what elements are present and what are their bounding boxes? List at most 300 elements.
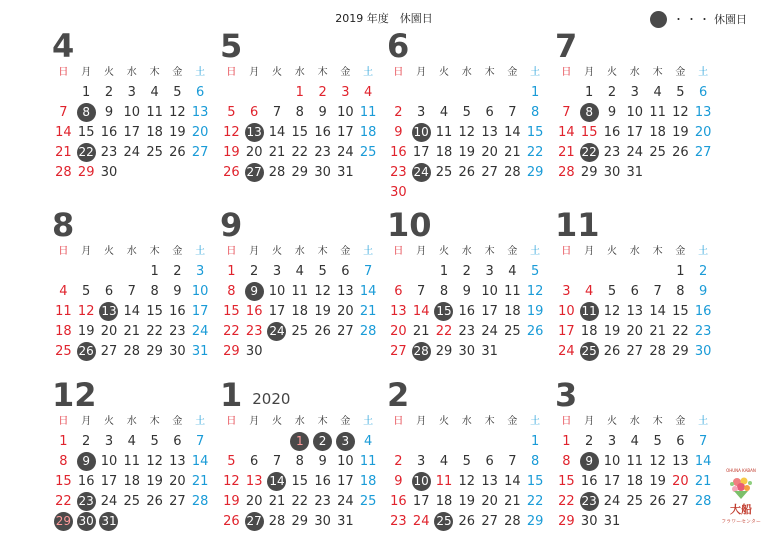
- day-cell: [143, 491, 166, 511]
- day-number: 2: [82, 433, 91, 449]
- day-cell: [288, 281, 311, 301]
- day-cell: [601, 471, 624, 491]
- day-number: 2: [607, 84, 617, 100]
- day-cell: [288, 102, 311, 122]
- day-number: 8: [531, 453, 540, 469]
- weekday-label: 月: [249, 67, 260, 78]
- day-cell: [669, 261, 692, 281]
- day-cell: [311, 261, 334, 281]
- day-cell: [220, 491, 243, 511]
- day-cell: [334, 82, 357, 102]
- day-number: 15: [77, 124, 95, 140]
- day-number: 8: [227, 283, 236, 299]
- day-number: 3: [562, 283, 571, 299]
- day-number: 15: [146, 303, 163, 319]
- day-number: 6: [104, 283, 114, 299]
- day-number: 2: [699, 263, 708, 279]
- day-cell: [623, 102, 646, 122]
- day-number: 19: [603, 323, 621, 339]
- day-cell: [189, 82, 212, 102]
- day-number: 30: [458, 343, 476, 359]
- day-cell: [120, 122, 143, 142]
- day-number: 23: [314, 493, 331, 509]
- day-cell: [220, 261, 243, 281]
- day-cell: [143, 122, 166, 142]
- weekday-label: 木: [652, 67, 663, 78]
- day-cell: [334, 511, 357, 531]
- day-cell: [478, 281, 501, 301]
- day-number: 20: [626, 323, 644, 339]
- day-cell: [623, 281, 646, 301]
- weekday-label: 月: [81, 246, 92, 257]
- logo-small-text: OHUNA KABAN: [726, 468, 756, 473]
- weekday-label: 火: [438, 416, 449, 427]
- day-cell: [75, 301, 98, 321]
- day-cell: [478, 341, 501, 361]
- day-cell: [555, 281, 578, 301]
- day-number: 1: [562, 433, 571, 449]
- day-number: 2: [585, 433, 594, 449]
- day-cell: [623, 431, 646, 451]
- day-number: 14: [412, 303, 430, 319]
- day-grid: [555, 431, 711, 531]
- day-number: 27: [481, 164, 498, 180]
- day-cell: [98, 471, 121, 491]
- day-cell-closed: [288, 431, 311, 451]
- day-number: 11: [146, 104, 163, 120]
- day-number: 17: [626, 124, 644, 140]
- day-cell: [501, 511, 524, 531]
- day-cell: [166, 341, 189, 361]
- day-cell: [692, 321, 715, 341]
- day-cell: [410, 511, 433, 531]
- day-number: 2: [462, 263, 471, 279]
- weekday-label: 土: [363, 246, 374, 257]
- day-cell: [455, 261, 478, 281]
- day-number: 18: [359, 473, 377, 489]
- day-number: 30: [314, 164, 331, 180]
- day-cell: [524, 261, 547, 281]
- day-cell: [623, 321, 646, 341]
- weekday-label: 火: [271, 67, 282, 78]
- day-cell: [601, 491, 624, 511]
- day-number: 21: [504, 493, 521, 509]
- day-number: 25: [146, 144, 163, 160]
- day-cell: [387, 471, 410, 491]
- day-number: 29: [291, 513, 309, 529]
- day-cell-closed: [311, 431, 334, 451]
- day-number: 24: [603, 493, 621, 509]
- day-cell: [52, 122, 75, 142]
- day-cell: [524, 301, 547, 321]
- day-cell: [555, 511, 578, 531]
- day-number: 18: [123, 473, 141, 489]
- day-cell: [357, 142, 380, 162]
- day-number: 29: [558, 513, 575, 529]
- day-cell: [166, 491, 189, 511]
- day-number: 11: [435, 473, 453, 489]
- day-number: 11: [580, 302, 599, 321]
- day-cell: [143, 281, 166, 301]
- weekday-label: 木: [149, 67, 160, 78]
- day-number: 4: [59, 283, 68, 299]
- day-number: 17: [191, 303, 209, 319]
- closed-dot-icon: [650, 11, 667, 28]
- day-number: 9: [580, 452, 599, 471]
- day-number: 26: [458, 164, 476, 180]
- day-cell: [433, 281, 456, 301]
- day-number: 8: [150, 283, 159, 299]
- day-number: 22: [526, 144, 544, 160]
- day-cell: [288, 301, 311, 321]
- day-cell: [433, 491, 456, 511]
- weekday-label: 土: [363, 67, 374, 78]
- weekday-row: [52, 415, 208, 429]
- day-number: 21: [55, 144, 72, 160]
- day-grid: [387, 431, 543, 531]
- day-cell: [387, 142, 410, 162]
- day-cell: [220, 341, 243, 361]
- empty-cell: [220, 431, 243, 451]
- day-cell: [120, 301, 143, 321]
- day-number: 6: [485, 453, 494, 469]
- day-number: 21: [268, 493, 286, 509]
- day-cell: [410, 321, 433, 341]
- empty-cell: [410, 261, 433, 281]
- day-cell: [220, 471, 243, 491]
- day-cell: [311, 102, 334, 122]
- day-number: 16: [603, 124, 621, 140]
- weekday-label: 木: [484, 416, 495, 427]
- day-cell: [357, 102, 380, 122]
- weekday-row: [220, 245, 376, 259]
- day-cell: [692, 431, 715, 451]
- day-cell: [501, 122, 524, 142]
- empty-cell: [266, 431, 289, 451]
- day-number: 27: [191, 144, 209, 160]
- day-cell: [120, 281, 143, 301]
- day-cell-closed: [75, 142, 98, 162]
- day-cell: [143, 301, 166, 321]
- day-cell: [646, 321, 669, 341]
- day-cell: [75, 281, 98, 301]
- day-cell: [524, 491, 547, 511]
- month-year: 2020: [252, 390, 291, 408]
- day-number: 28: [55, 164, 72, 180]
- day-number: 7: [196, 433, 205, 449]
- weekday-label: 水: [294, 67, 305, 78]
- day-number: 2: [173, 263, 182, 279]
- day-cell: [357, 122, 380, 142]
- empty-cell: [501, 82, 524, 102]
- day-cell: [478, 451, 501, 471]
- day-cell: [220, 122, 243, 142]
- logo: [718, 468, 764, 538]
- day-cell: [455, 471, 478, 491]
- day-cell: [311, 281, 334, 301]
- day-number: 13: [626, 303, 644, 319]
- day-cell: [601, 142, 624, 162]
- day-number: 17: [337, 473, 354, 489]
- day-cell: [578, 511, 601, 531]
- month-number: 12: [52, 376, 97, 414]
- day-number: 28: [504, 513, 521, 529]
- day-number: 19: [458, 493, 476, 509]
- day-number: 13: [672, 453, 689, 469]
- day-number: 10: [558, 303, 575, 319]
- day-cell: [478, 142, 501, 162]
- day-cell: [266, 162, 289, 182]
- day-cell: [220, 281, 243, 301]
- day-cell: [692, 471, 715, 491]
- day-number: 12: [672, 104, 689, 120]
- day-grid: [52, 431, 208, 531]
- day-number: 8: [531, 104, 540, 120]
- empty-cell: [601, 261, 624, 281]
- day-cell-closed: [243, 122, 266, 142]
- day-cell: [143, 341, 166, 361]
- day-cell: [455, 142, 478, 162]
- weekday-label: 月: [81, 416, 92, 427]
- day-cell: [189, 301, 212, 321]
- day-cell: [455, 451, 478, 471]
- weekday-label: 月: [249, 246, 260, 257]
- weekday-label: 火: [606, 246, 617, 257]
- day-cell: [555, 431, 578, 451]
- day-number: 29: [526, 513, 544, 529]
- empty-cell: [98, 261, 121, 281]
- day-cell: [410, 451, 433, 471]
- day-number: 16: [77, 473, 95, 489]
- day-number: 1: [531, 84, 540, 100]
- day-number: 12: [526, 283, 544, 299]
- day-number: 13: [694, 104, 712, 120]
- day-cell: [410, 491, 433, 511]
- day-number: 8: [562, 453, 571, 469]
- weekday-row: [387, 66, 543, 80]
- day-number: 24: [412, 513, 430, 529]
- day-cell: [311, 122, 334, 142]
- day-number: 3: [127, 84, 136, 100]
- weekday-label: 木: [484, 67, 495, 78]
- day-number: 19: [77, 323, 95, 339]
- day-cell: [478, 301, 501, 321]
- weekday-row: [387, 245, 543, 259]
- day-cell: [166, 102, 189, 122]
- day-number: 3: [417, 104, 426, 120]
- day-cell: [387, 321, 410, 341]
- day-number: 13: [390, 303, 407, 319]
- day-number: 4: [653, 84, 662, 100]
- day-number: 3: [272, 263, 282, 279]
- day-number: 21: [123, 323, 141, 339]
- weekday-label: 火: [438, 246, 449, 257]
- day-number: 14: [55, 124, 72, 140]
- day-number: 27: [626, 343, 644, 359]
- weekday-label: 木: [317, 416, 328, 427]
- weekday-label: 火: [271, 246, 282, 257]
- day-number: 25: [649, 144, 666, 160]
- weekday-label: 水: [126, 246, 137, 257]
- day-cell: [387, 301, 410, 321]
- calendar-title: 2019 年度 休園日: [335, 12, 433, 25]
- day-cell: [578, 122, 601, 142]
- day-number: 11: [291, 283, 309, 299]
- month-header: [220, 205, 243, 244]
- day-number: 27: [169, 493, 186, 509]
- day-number: 3: [417, 453, 426, 469]
- day-cell-closed: [410, 162, 433, 182]
- day-number: 21: [558, 144, 575, 160]
- day-number: 27: [337, 323, 354, 339]
- day-cell: [455, 511, 478, 531]
- day-cell: [410, 102, 433, 122]
- weekday-label: 土: [195, 67, 206, 78]
- day-number: 16: [314, 473, 331, 489]
- day-number: 1: [59, 433, 68, 449]
- day-cell: [52, 431, 75, 451]
- day-number: 30: [603, 164, 621, 180]
- day-number: 27: [100, 343, 118, 359]
- day-number: 19: [223, 144, 240, 160]
- day-cell: [243, 451, 266, 471]
- day-number: 20: [337, 303, 354, 319]
- month-header: [220, 26, 243, 65]
- day-cell: [189, 321, 212, 341]
- day-cell: [524, 82, 547, 102]
- empty-cell: [578, 261, 601, 281]
- day-number: 2: [313, 432, 332, 451]
- weekday-label: 金: [172, 67, 183, 78]
- day-cell: [387, 182, 410, 202]
- flower-bouquet-icon: [728, 474, 754, 500]
- day-number: 6: [250, 453, 259, 469]
- day-number: 22: [55, 493, 72, 509]
- day-number: 9: [318, 104, 327, 120]
- day-number: 28: [191, 493, 209, 509]
- day-number: 18: [504, 303, 521, 319]
- day-cell: [646, 341, 669, 361]
- day-cell: [120, 82, 143, 102]
- empty-cell: [220, 82, 243, 102]
- day-cell-closed: [334, 431, 357, 451]
- day-cell: [578, 162, 601, 182]
- day-number: 14: [123, 303, 141, 319]
- day-cell: [646, 142, 669, 162]
- day-cell: [669, 431, 692, 451]
- day-number: 22: [291, 493, 309, 509]
- day-number: 4: [364, 433, 373, 449]
- day-number: 13: [245, 123, 264, 142]
- day-number: 20: [672, 473, 689, 489]
- day-number: 4: [439, 453, 449, 469]
- day-number: 19: [169, 124, 186, 140]
- day-number: 1: [439, 263, 449, 279]
- day-cell: [387, 341, 410, 361]
- logo-name: 大船: [730, 503, 752, 516]
- month-header: [387, 26, 410, 65]
- empty-cell: [243, 431, 266, 451]
- logo-subtitle: フラワーセンター: [721, 519, 761, 525]
- day-number: 25: [504, 323, 521, 339]
- day-number: 8: [676, 283, 685, 299]
- day-cell: [311, 511, 334, 531]
- month-block: [52, 205, 212, 375]
- day-number: 3: [341, 84, 350, 100]
- weekday-label: 土: [195, 416, 206, 427]
- day-cell: [243, 102, 266, 122]
- month-block: [387, 375, 547, 545]
- month-header: [52, 26, 75, 65]
- day-number: 1: [295, 84, 304, 100]
- day-cell: [120, 451, 143, 471]
- day-cell: [524, 142, 547, 162]
- day-number: 16: [169, 303, 186, 319]
- weekday-label: 土: [530, 416, 541, 427]
- weekday-label: 月: [249, 416, 260, 427]
- day-cell: [555, 471, 578, 491]
- day-grid: [387, 261, 543, 361]
- day-cell: [357, 261, 380, 281]
- day-number: 18: [435, 144, 453, 160]
- day-cell: [357, 301, 380, 321]
- day-number: 4: [585, 283, 594, 299]
- weekday-label: 日: [226, 67, 237, 78]
- day-cell: [166, 431, 189, 451]
- day-cell: [334, 451, 357, 471]
- day-cell: [433, 321, 456, 341]
- day-cell: [220, 142, 243, 162]
- day-cell: [311, 162, 334, 182]
- day-cell: [334, 321, 357, 341]
- day-number: 3: [196, 263, 205, 279]
- day-number: 5: [227, 453, 236, 469]
- day-cell: [646, 471, 669, 491]
- day-cell: [334, 122, 357, 142]
- day-number: 31: [191, 343, 209, 359]
- day-number: 13: [337, 283, 354, 299]
- weekday-label: 金: [340, 67, 351, 78]
- empty-cell: [433, 431, 456, 451]
- day-number: 28: [268, 513, 286, 529]
- day-cell: [646, 451, 669, 471]
- day-number: 18: [580, 323, 598, 339]
- day-number: 27: [672, 493, 689, 509]
- day-number: 23: [694, 323, 712, 339]
- day-cell: [334, 162, 357, 182]
- day-cell: [75, 321, 98, 341]
- day-cell: [52, 471, 75, 491]
- day-number: 19: [223, 493, 240, 509]
- day-cell: [623, 142, 646, 162]
- day-cell-closed: [578, 491, 601, 511]
- day-number: 14: [359, 283, 377, 299]
- day-cell: [311, 471, 334, 491]
- day-number: 21: [359, 303, 377, 319]
- day-number: 26: [603, 343, 621, 359]
- month-number: 2: [387, 376, 410, 414]
- weekday-label: 木: [652, 246, 663, 257]
- day-cell: [120, 471, 143, 491]
- day-cell: [501, 102, 524, 122]
- day-number: 3: [104, 433, 114, 449]
- weekday-label: 金: [675, 416, 686, 427]
- day-cell: [143, 471, 166, 491]
- weekday-label: 日: [561, 67, 572, 78]
- day-number: 7: [653, 283, 662, 299]
- day-number: 13: [169, 453, 186, 469]
- day-cell: [220, 301, 243, 321]
